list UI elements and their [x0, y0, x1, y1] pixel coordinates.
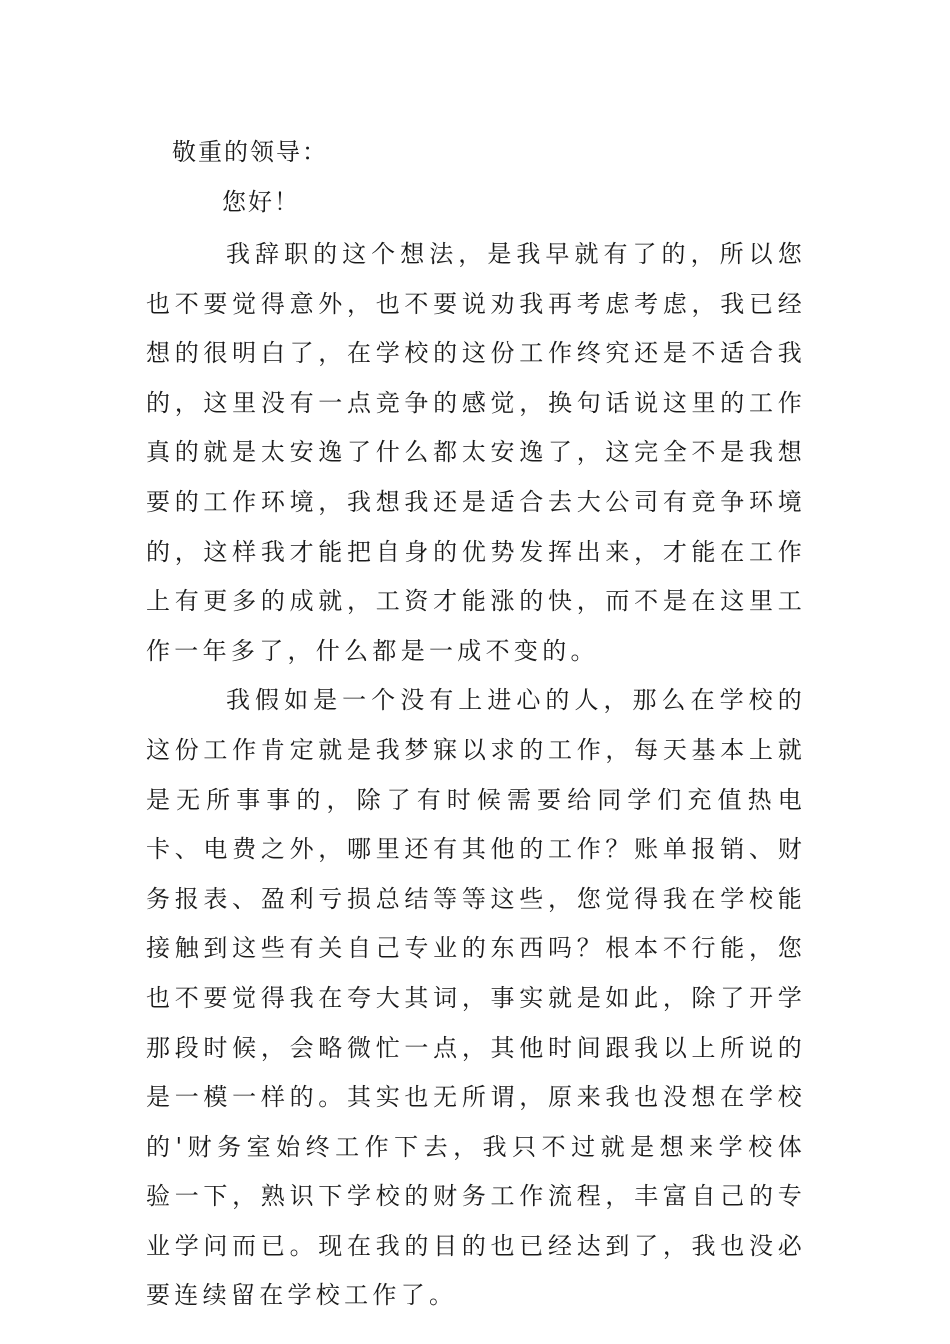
letter-salutation: 敬重的领导： — [172, 138, 328, 166]
letter-greeting: 您好！ — [222, 188, 300, 216]
body-paragraph-1: 我辞职的这个想法，是我早就有了的，所以您也不要觉得意外，也不要说劝我再考虑考虑，我已经想的很明白了，在学校的这份工作终究还是不适合我的，这里没有一点竞争的感觉，换句话说这里的工作真的就是太安逸了什么都太安逸了，这完全不是我想要的工作环境，我想我还是适合去大公司有竞争环境的，这样我才能把自身的优势发挥出来，才能在工作上有更多的成就，工资才能涨的快，而不是在这里工作一年多了，什么都是一成不变的。 — [146, 240, 806, 665]
letter-body — [146, 230, 806, 1321]
body-paragraph-2: 我假如是一个没有上进心的人，那么在学校的这份工作肯定就是我梦寐以求的工作，每天基本上就是无所事事的，除了有时候需要给同学们充值热电卡、电费之外，哪里还有其他的工作？账单报销、财务报表、盈利亏损总结等等这些，您觉得我在学校能接触到这些有关自己专业的东西吗？根本不行能，您也不要觉得我在夸大其词，事实就是如此，除了开学那段时候，会略微忙一点，其他时间跟我以上所说的是一模一样的。其实也无所谓，原来我也没想在学校的'财务室始终工作下去，我只不过就是想来学校体验一下，熟识下学校的财务工作流程，丰富自己的专业学问而已。现在我的目的也已经达到了，我也没必要连续留在学校工作了。 — [146, 686, 806, 1310]
